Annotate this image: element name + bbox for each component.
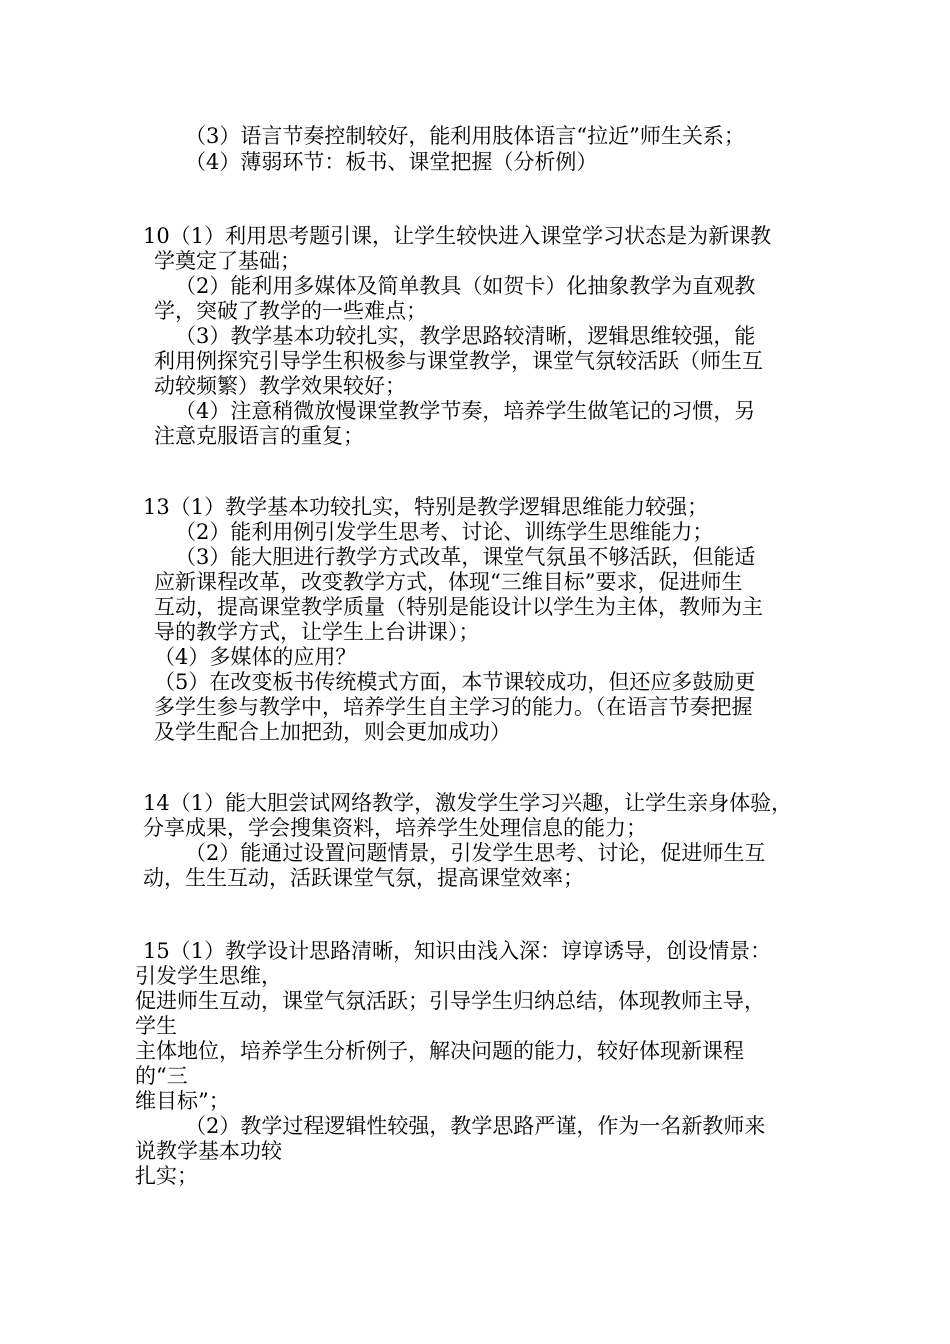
text-line: 分享成果，学会搜集资料，培养学生处理信息的能力； [143, 816, 647, 840]
text-line: 扎实； [135, 1164, 198, 1188]
text-line: 引发学生思维， [135, 964, 282, 988]
text-line: （4）薄弱环节：板书、课堂把握（分析例） [185, 150, 598, 174]
text-line: 动较频繁）教学效果较好； [154, 374, 406, 398]
text-line: （3）语言节奏控制较好，能利用肢体语言“拉近”师生关系； [185, 124, 745, 148]
text-line: 13（1）教学基本功较扎实，特别是教学逻辑思维能力较强； [143, 495, 709, 519]
text-line: 14（1）能大胆尝试网络教学，激发学生学习兴趣，让学生亲身体验， [143, 791, 793, 815]
text-line: 多学生参与教学中，培养学生自主学习的能力。（在语言节奏把握 [154, 695, 753, 719]
text-line: 注意克服语言的重复； [154, 424, 364, 448]
text-line: 互动，提高课堂教学质量（特别是能设计以学生为主体，教师为主 [154, 595, 763, 619]
text-line: 维目标”； [135, 1089, 230, 1113]
text-line: （2）能通过设置问题情景，引发学生思考、讨论，促进师生互 [185, 841, 766, 865]
text-line: 利用例探究引导学生积极参与课堂教学，课堂气氛较活跃（师生互 [154, 349, 763, 373]
text-line: 及学生配合上加把劲，则会更加成功） [154, 720, 511, 744]
text-line: （4）注意稍微放慢课堂教学节奏，培养学生做笔记的习惯，另 [175, 399, 756, 423]
text-line: 说教学基本功较 [135, 1139, 282, 1163]
text-line: 应新课程改革，改变教学方式，体现“三维目标”要求，促进师生 [154, 570, 743, 594]
text-line: 的“三 [135, 1064, 188, 1088]
text-line: （5）在改变板书传统模式方面，本节课较成功，但还应多鼓励更 [154, 670, 756, 694]
text-line: 促进师生互动，课堂气氛活跃；引导学生归纳总结，体现教师主导， [135, 989, 765, 1013]
text-line: （4）多媒体的应用？ [154, 645, 357, 669]
text-line: 主体地位，培养学生分析例子，解决问题的能力，较好体现新课程 [135, 1039, 744, 1063]
text-line: 学生 [135, 1014, 177, 1038]
text-line: （2）能利用多媒体及简单教具（如贺卡）化抽象教学为直观教 [175, 274, 756, 298]
text-line: 动，生生互动，活跃课堂气氛，提高课堂效率； [143, 866, 584, 890]
text-line: （3）教学基本功较扎实，教学思路较清晰，逻辑思维较强，能 [175, 324, 756, 348]
text-line: 学奠定了基础； [154, 249, 301, 273]
text-line: （2）教学过程逻辑性较强，教学思路严谨，作为一名新教师来 [185, 1114, 766, 1138]
text-line: （2）能利用例引发学生思考、讨论、训练学生思维能力； [175, 520, 714, 544]
text-line: 导的教学方式，让学生上台讲课）； [154, 620, 480, 644]
text-line: （3）能大胆进行教学方式改革，课堂气氛虽不够活跃，但能适 [175, 545, 756, 569]
text-line: 15（1）教学设计思路清晰，知识由浅入深：谆谆诱导，创设情景： [143, 939, 772, 963]
text-line: 学，突破了教学的一些难点； [154, 299, 427, 323]
text-line: 10（1）利用思考题引课，让学生较快进入课堂学习状态是为新课教 [143, 224, 772, 248]
